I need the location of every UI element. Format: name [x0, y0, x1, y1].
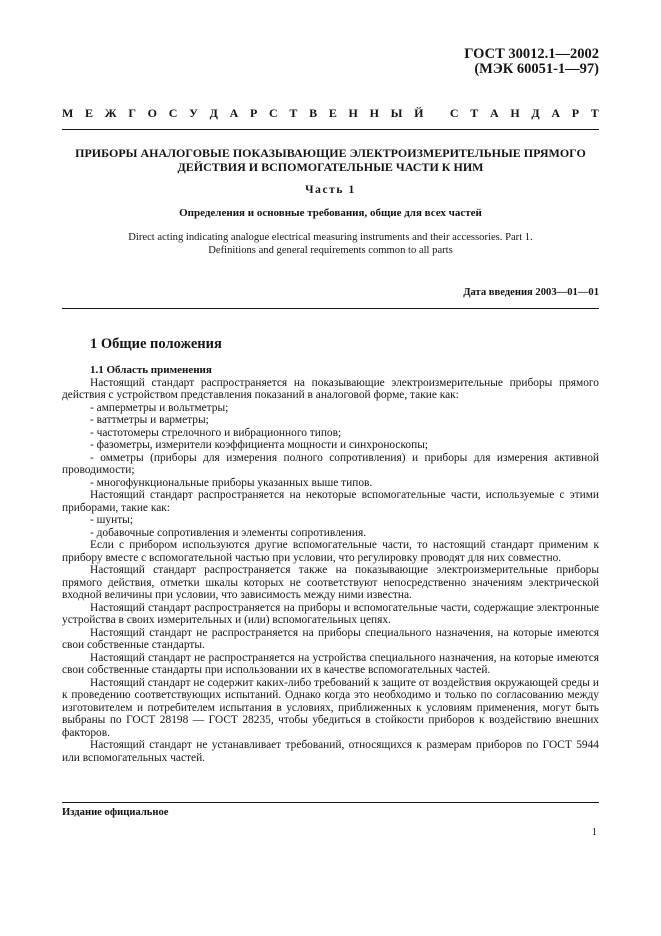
paragraph: Настоящий стандарт не содержит каких-либо требований к защите от воздействия окружающей среды и к проведению соответствующих испытаний. Однако когда это необходимо и только по согласованию между изготовителем и потребителем испытания в условиях, приближенных к условиям применения, могут быть выбраны по ГОСТ 28198 — ГОСТ 28235, чтобы убедиться в стойкости приборов к воздействию внешних факторов. — [62, 676, 599, 739]
banner-letter: А — [551, 106, 561, 120]
banner-letter: Д — [531, 106, 540, 120]
banner-letter: Р — [571, 106, 580, 120]
list-item: - шунты; — [90, 514, 133, 526]
gost-number: ГОСТ 30012.1—2002 — [464, 46, 599, 62]
banner-letter: У — [189, 106, 198, 120]
title-line-1: ПРИБОРЫ АНАЛОГОВЫЕ ПОКАЗЫВАЮЩИЕ ЭЛЕКТРОИЗМЕРИТЕЛЬНЫЕ ПРЯМОГО — [75, 146, 586, 160]
banner-letter: Р — [249, 106, 258, 120]
list-item: - амперметры и вольтметры; — [90, 401, 229, 414]
banner-letter: С — [269, 106, 278, 120]
banner-letter: Н — [369, 106, 379, 120]
interstate-standard-banner — [62, 106, 599, 120]
banner-letter: Т — [470, 106, 479, 120]
banner-letter: Г — [128, 106, 136, 120]
date-rule — [62, 308, 599, 309]
part-label: Часть 1 — [305, 184, 356, 196]
gost-designation — [464, 47, 599, 77]
english-title-line-1: Direct acting indicating analogue electrical measuring instruments and their accessories. Part 1. — [128, 232, 533, 243]
paragraph: Настоящий стандарт не распространяется на устройства специального назначения, на которые имеются свои собственные стандарты при использовании их в качестве вспомогательных частей. — [62, 651, 599, 676]
banner-letter: Т — [590, 106, 599, 120]
banner-letter: Н — [348, 106, 358, 120]
banner-letter — [435, 106, 438, 120]
banner-letter: С — [449, 106, 459, 120]
banner-letter: Е — [85, 106, 94, 120]
banner-letter: Е — [328, 106, 337, 120]
list-item: - многофункциональные приборы указанных выше типов. — [90, 476, 373, 489]
list-item: - добавочные сопротивления и элементы сопротивления. — [90, 526, 367, 539]
page-number: 1 — [591, 827, 597, 838]
section-body — [62, 364, 599, 764]
banner-letter: М — [62, 106, 74, 120]
iec-number: (МЭК 60051-1—97) — [474, 61, 599, 77]
banner-letter: Ы — [390, 106, 403, 120]
top-rule — [62, 129, 599, 130]
footer-rule — [62, 802, 599, 803]
banner-letter: А — [489, 106, 499, 120]
section-heading: 1 Общие положения — [90, 336, 222, 352]
banner-letter: Й — [414, 106, 424, 120]
paragraph: Если с прибором используются другие вспомогательные части, то настоящий стандарт применим к прибору вместе с вспомогательной частью при условии, что регулировку проводят для них совместно. — [62, 539, 599, 564]
banner-letter: С — [168, 106, 178, 120]
list-item: - ваттметры и варметры; — [90, 414, 209, 426]
banner-letter: Т — [289, 106, 298, 120]
title-line-2: ДЕЙСТВИЯ И ВСПОМОГАТЕЛЬНЫЕ ЧАСТИ К НИМ — [177, 159, 484, 174]
list-item: - омметры (приборы для измерения полного сопротивления) и приборы для измерения активной проводимости; — [62, 451, 599, 476]
banner-letter: В — [309, 106, 318, 120]
paragraph: Настоящий стандарт распространяется на некоторые вспомогательные части, используемые с этими приборами, такие как: — [62, 489, 599, 514]
edition-label: Издание официальное — [62, 807, 169, 818]
introduction-date: Дата введения 2003—01—01 — [463, 287, 599, 298]
subsection-heading: 1.1 Область применения — [90, 364, 212, 376]
english-title-line-2: Definitions and general requirements common to all parts — [208, 244, 453, 256]
paragraph: Настоящий стандарт распространяется на показывающие электроизмерительные приборы прямого действия с устройством представления показаний в аналоговой форме, такие как: — [62, 376, 599, 401]
paragraph: Настоящий стандарт не устанавливает требований, относящихся к размерам приборов по ГОСТ 5944 или вспомогательных частей. — [62, 739, 599, 764]
paragraph: Настоящий стандарт распространяется также на показывающие электроизмерительные приборы прямого действия, отметки шкалы которых не соответствуют непосредственно значениям электрической входной величины при условии, что зависимость между ними известна. — [62, 564, 599, 601]
paragraph: Настоящий стандарт распространяется на приборы и вспомогательные части, содержащие электронные устройства в своих измерительных и (или) вспомогательных цепях. — [62, 601, 599, 626]
list-item: - фазометры, измерители коэффициента мощности и синхроноскопы; — [90, 439, 429, 451]
list-item: - частотомеры стрелочного и вибрационного типов; — [90, 426, 342, 439]
banner-letter: Д — [209, 106, 218, 120]
banner-letter: Н — [510, 106, 520, 120]
english-title — [80, 232, 581, 257]
banner-letter: О — [147, 106, 158, 120]
banner-letter: А — [229, 106, 239, 120]
document-title — [62, 147, 599, 174]
banner-letter: Ж — [104, 106, 117, 120]
part-subtitle: Определения и основные требования, общие для всех частей — [179, 207, 482, 219]
paragraph: Настоящий стандарт не распространяется на приборы специального назначения, на которые имеются свои собственные стандарты. — [62, 626, 599, 651]
